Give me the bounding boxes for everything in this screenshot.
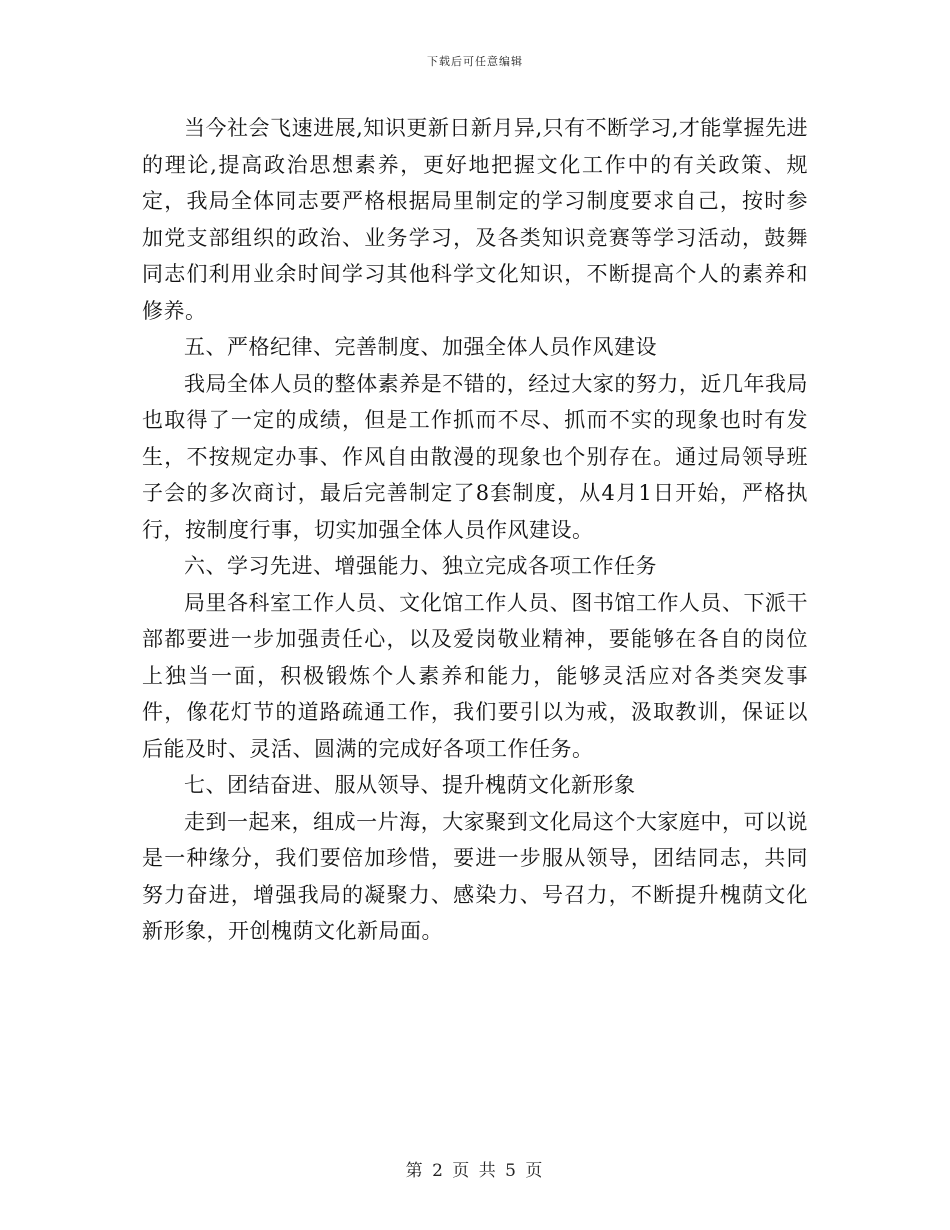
- section-heading-7: 七、团结奋进、服从领导、提升槐荫文化新形象: [184, 773, 636, 797]
- paragraph-discipline: 我局全体人员的整体素养是不错的，经过大家的努力，近几年我局也取得了一定的成绩，但是工作抓而不尽、抓而不实的现象也时有发生，不按规定办事、作风自由散漫的现象也个别存在。通过局领导班子会的多次商讨，最后完善制定了8套制度，从4月1日开始，严格执行，按制度行事，切实加强全体人员作风建设。: [142, 371, 808, 542]
- page-header: 下载后可任意编辑: [427, 55, 523, 68]
- page-number: 第 2 页 共 5 页: [405, 1161, 545, 1181]
- paragraph-unity: 走到一起来，组成一片海，大家聚到文化局这个大家庭中，可以说是一种缘分，我们要倍加珍惜，要进一步服从领导，团结同志，共同努力奋进，增强我局的凝聚力、感染力、号召力，不断提升槐荫文化新形象，开创槐荫文化新局面。: [142, 809, 808, 943]
- paragraph-capability: 局里各科室工作人员、文化馆工作人员、图书馆工作人员、下派干部都要进一步加强责任心，以及爱岗敬业精神，要能够在各自的岗位上独当一面，积极锻炼个人素养和能力，能够灵活应对各类突发事件，像花灯节的道路疏通工作，我们要引以为戒，汲取教训，保证以后能及时、灵活、圆满的完成好各项工作任务。: [142, 590, 808, 761]
- document-body: [142, 110, 808, 950]
- paragraph-study: 当今社会飞速进展,知识更新日新月异,只有不断学习,才能掌握先进的理论,提高政治思想素养，更好地把握文化工作中的有关政策、规定，我局全体同志要严格根据局里制定的学习制度要求自己，按时参加党支部组织的政治、业务学习，及各类知识竞赛等学习活动，鼓舞同志们利用业余时间学习其他科学文化知识，不断提高个人的素养和修养。: [142, 116, 808, 323]
- section-heading-6: 六、学习先进、增强能力、独立完成各项工作任务: [184, 554, 657, 578]
- section-heading-5: 五、严格纪律、完善制度、加强全体人员作风建设: [184, 335, 657, 359]
